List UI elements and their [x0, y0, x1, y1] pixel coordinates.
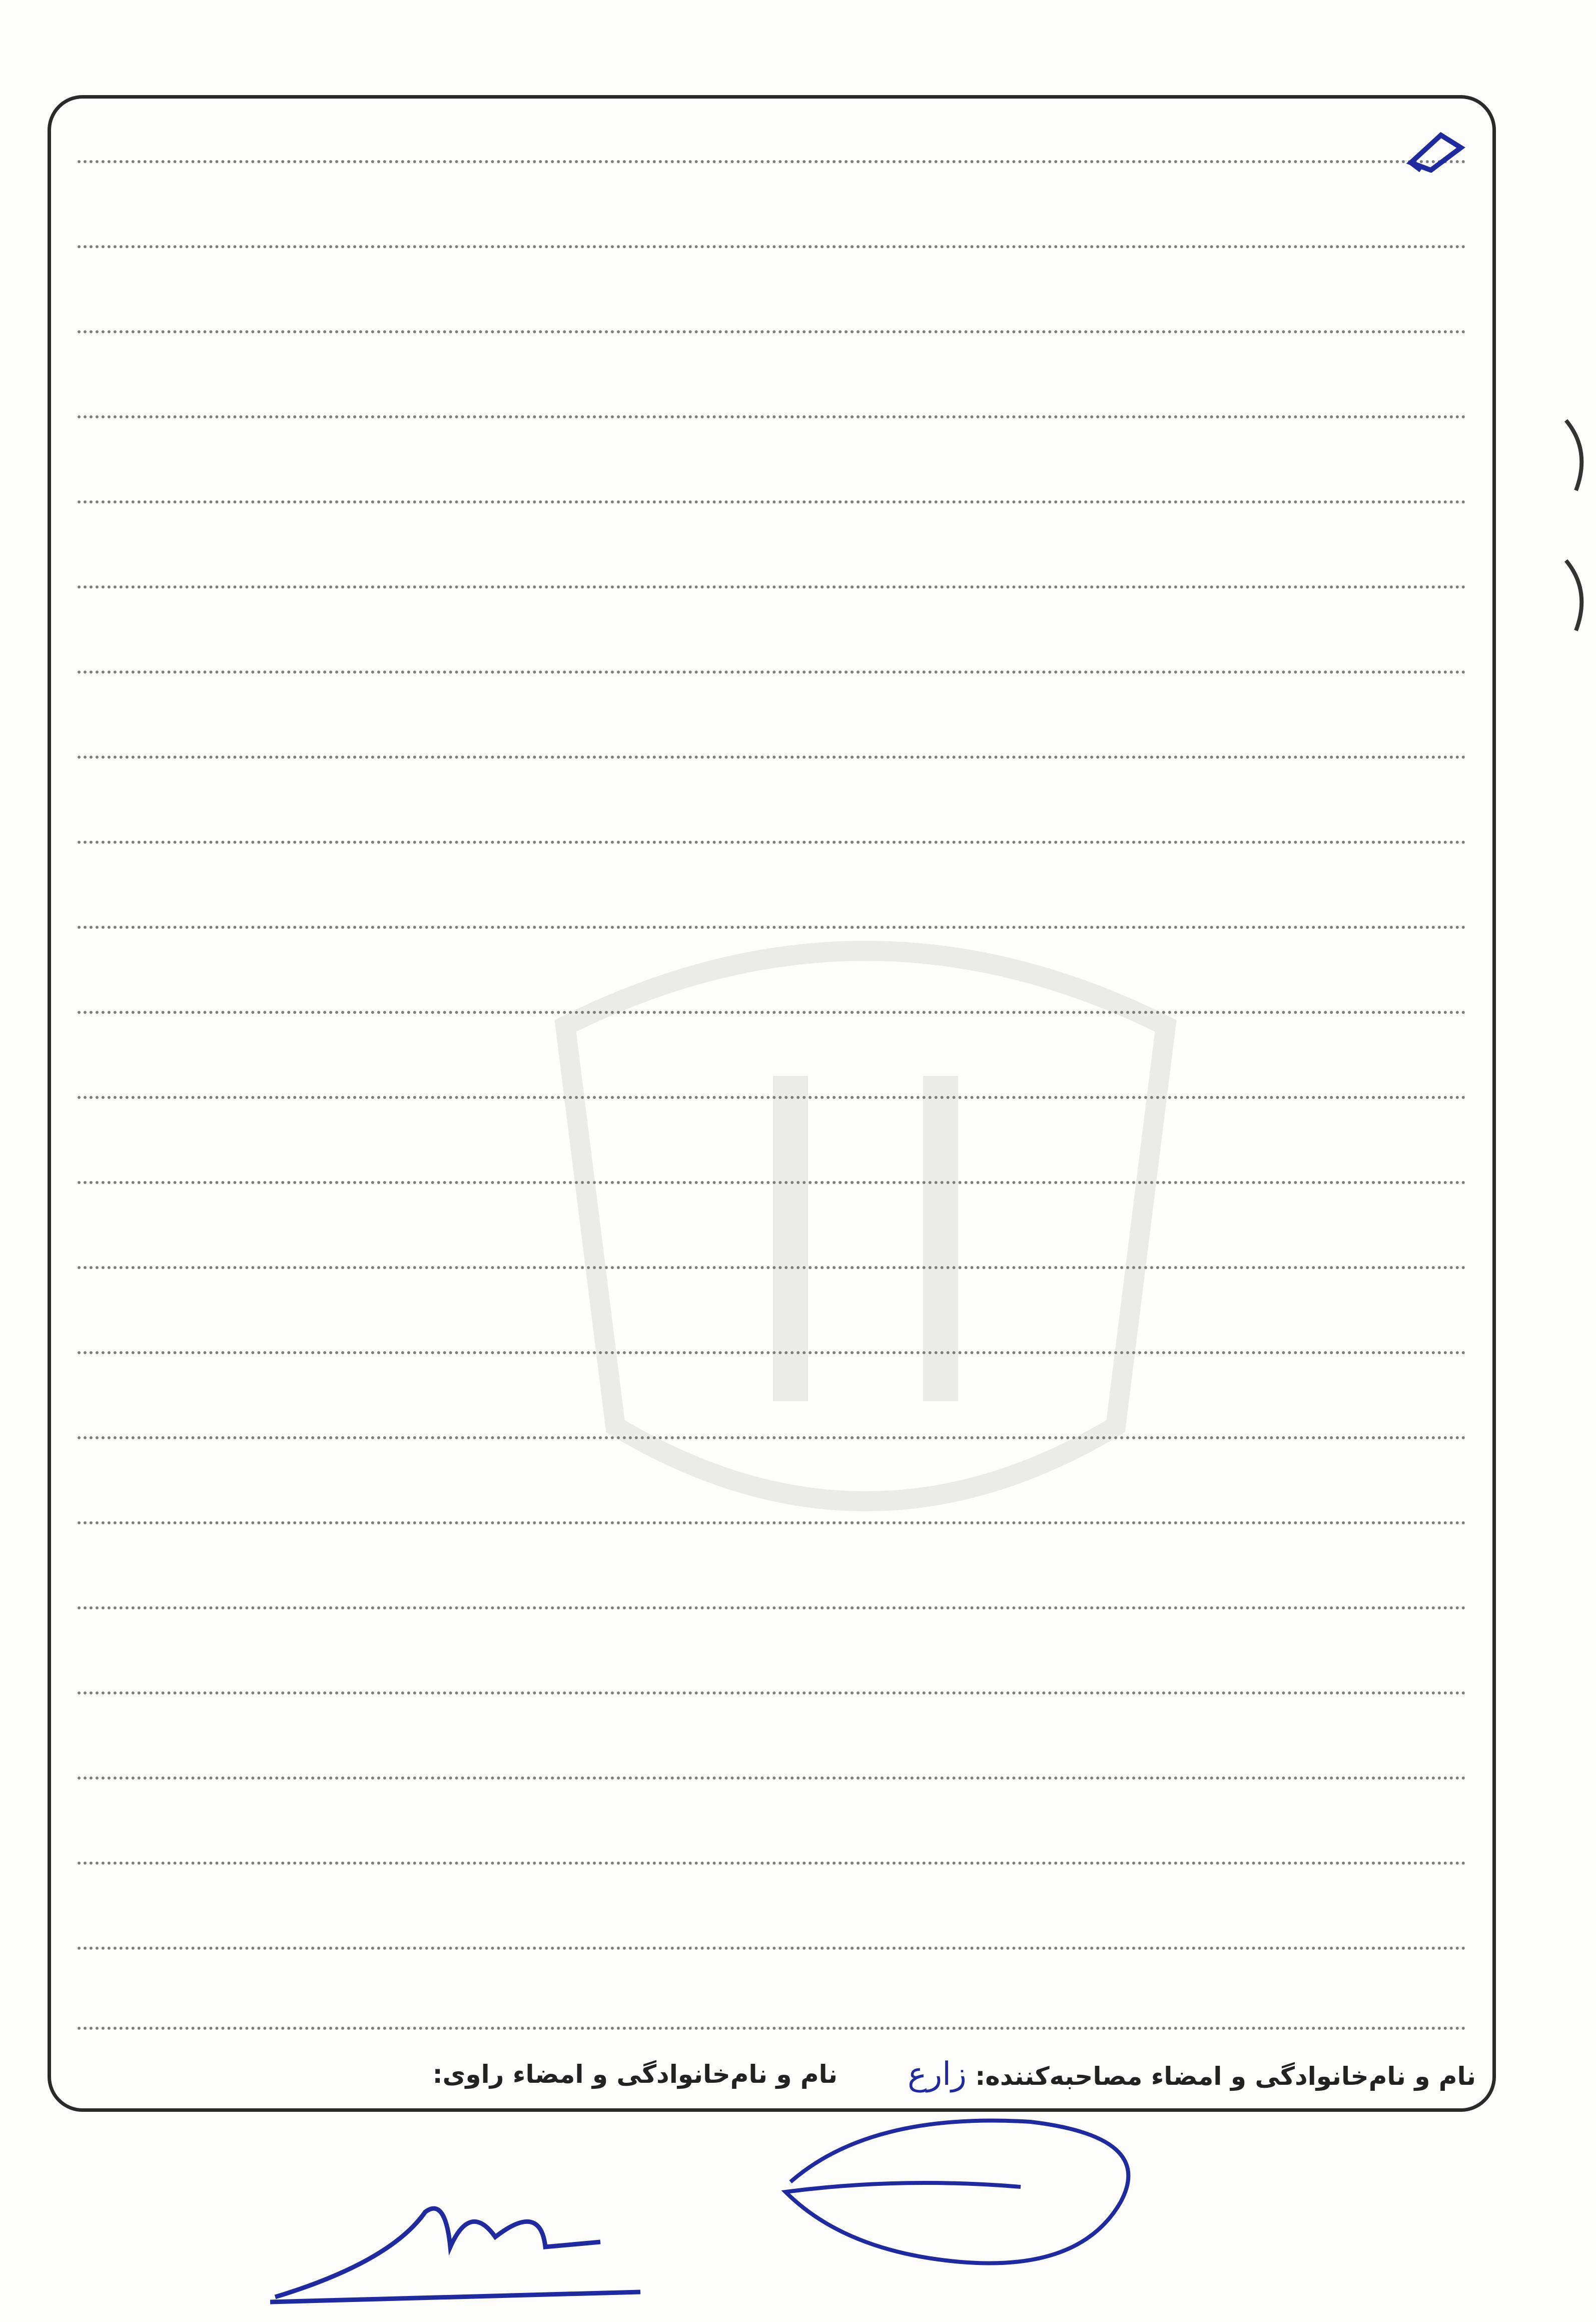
ruled-line	[78, 1691, 1466, 1694]
ruled-line	[78, 1011, 1466, 1014]
ruled-line	[78, 926, 1466, 929]
interviewer-signature	[770, 2102, 1171, 2282]
ruled-line	[78, 841, 1466, 844]
ruled-line	[78, 671, 1466, 674]
signature-labels-row	[70, 2049, 1476, 2099]
ruled-line	[78, 1947, 1466, 1950]
ruled-line	[78, 1777, 1466, 1780]
ruled-line	[78, 1606, 1466, 1609]
ruled-line	[78, 1096, 1466, 1099]
narrator-label: نام و نام‌خانوادگی و امضاء راوی:	[432, 2060, 838, 2089]
ruled-line	[78, 1266, 1466, 1269]
binding-marks	[1561, 410, 1596, 661]
ruled-line	[78, 1181, 1466, 1184]
handwritten-body	[48, 95, 1496, 2037]
ruled-line	[78, 415, 1466, 418]
ruled-line	[78, 500, 1466, 503]
narrator-signature	[260, 2182, 650, 2312]
interviewer-name: زارع	[908, 2056, 967, 2093]
ruled-line	[78, 1351, 1466, 1354]
ruled-line	[78, 1521, 1466, 1524]
ruled-line	[78, 245, 1466, 248]
ruled-line	[78, 756, 1466, 759]
pen-icon	[1406, 128, 1471, 173]
interviewer-label: نام و نام‌خانوادگی و امضاء مصاحبه‌کننده: زارع	[908, 2056, 1476, 2093]
ruled-line	[78, 1862, 1466, 1865]
ruled-line	[78, 586, 1466, 589]
ruled-line	[78, 2027, 1466, 2030]
ruled-line	[78, 330, 1466, 333]
ruled-line	[78, 160, 1466, 163]
ruled-line	[78, 1436, 1466, 1439]
